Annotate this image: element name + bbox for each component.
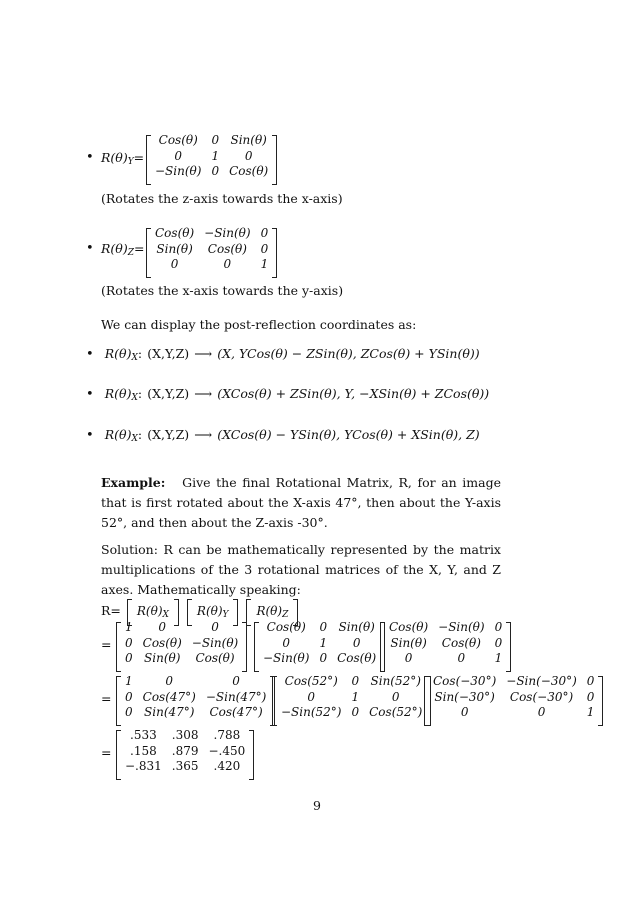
- rz-matrix-wrap: [150, 226, 273, 273]
- matrix-cell: Cos(θ): [389, 620, 429, 634]
- matrix-cell: .308: [171, 728, 199, 742]
- product-lead: R=: [101, 603, 121, 618]
- matrix-cell: Cos(θ): [337, 651, 377, 666]
- matrix-cell: Sin(θ): [156, 241, 193, 256]
- matrix-cell: Cos(θ): [195, 651, 235, 666]
- matrix-cell: .879: [171, 743, 199, 758]
- matrix-cell: 0: [125, 651, 133, 666]
- matrix-cell: Sin(−30°): [434, 689, 495, 704]
- matrix-cell: 0: [223, 257, 232, 272]
- mapping-arrow: ⟶: [194, 386, 213, 401]
- matrix-cell: .420: [213, 759, 241, 774]
- mapping-line-1: • $R(\theta)_X$: (X,Y,Z) ⟶ (X, YCos(θ) − ZSin(θ), ZCos(θ) + YSin(θ)): [86, 346, 480, 363]
- mapping-sub: X: [131, 393, 138, 403]
- matrix-cell: 0: [457, 651, 466, 666]
- num-my-wrap: [276, 674, 427, 721]
- matrix-cell: Sin(θ): [230, 133, 267, 147]
- matrix-cell: 0: [170, 257, 179, 272]
- num-mz-wrap: [428, 674, 599, 721]
- matrix-cell: 0: [282, 635, 291, 650]
- matrix-cell: Cos(52°): [284, 674, 338, 688]
- ry-matrix: [150, 133, 273, 180]
- matrix-cell: 0: [211, 620, 219, 634]
- matrix-cell: 0: [260, 241, 269, 256]
- matrix-cell: −Sin(52°): [281, 705, 342, 720]
- mapping-sub: X: [131, 434, 138, 444]
- matrix-cell: 0: [351, 674, 360, 688]
- eq-sign-2: =: [101, 691, 112, 706]
- mapping-arrow: ⟶: [194, 346, 213, 361]
- matrix-cell: Cos(θ): [266, 620, 306, 634]
- symbolic-z-matrix: [384, 620, 507, 667]
- numeric-y-matrix: [276, 674, 427, 721]
- factor-y: $R(\theta)_Y$: [185, 602, 241, 623]
- matrix-cell: Cos(θ): [155, 226, 195, 240]
- mapping-label: R(θ): [104, 346, 132, 361]
- matrix-cell: −Sin(47°): [205, 689, 267, 704]
- mapping-sub: X: [131, 353, 138, 363]
- bullet: •: [86, 347, 94, 362]
- bullet: •: [86, 428, 94, 443]
- matrix-cell: Sin(θ): [338, 620, 375, 634]
- matrix-cell: 0: [158, 620, 167, 634]
- matrix-cell: 0: [211, 164, 220, 179]
- mapping-line-3: • $R(\theta)_X$: (X,Y,Z) ⟶ (XCos(θ) − YSin(θ), YCos(θ) + XSin(θ), Z): [86, 427, 480, 444]
- matrix-cell: −Sin(−30°): [506, 674, 577, 688]
- example-label: Example:: [101, 475, 166, 490]
- matrix-cell: 0: [125, 689, 133, 704]
- matrix-cell: Cos(θ): [229, 164, 269, 179]
- matrix-cell: 0: [260, 226, 269, 240]
- matrix-cell: 0: [494, 635, 503, 650]
- matrix-cell: Cos(θ): [441, 635, 481, 650]
- mapping-xyz: (X,Y,Z): [147, 427, 190, 442]
- matrix-cell: 0: [125, 705, 133, 720]
- matrix-cell: Cos(θ): [142, 635, 182, 650]
- numeric-x-matrix: [120, 674, 271, 721]
- ry-note: (Rotates the z-axis towards the x-axis): [101, 191, 343, 206]
- mapping-label: R(θ): [104, 427, 132, 442]
- matrix-cell: 0: [537, 705, 546, 720]
- symbolic-y-matrix: [258, 620, 381, 667]
- matrix-cell: 0: [404, 651, 413, 666]
- matrix-cell: 0: [319, 651, 328, 666]
- mapping-result: (X, YCos(θ) − ZSin(θ), ZCos(θ) + YSin(θ)): [217, 346, 480, 361]
- matrix-cell: −Sin(θ): [204, 226, 251, 240]
- matrix-cell: Cos(θ): [158, 133, 198, 147]
- factor-z: $R(\theta)_Z$: [244, 602, 300, 623]
- sym-mz-wrap: [384, 620, 507, 667]
- factor-x: $R(\theta)_X$: [125, 602, 181, 623]
- numeric-z-matrix: [428, 674, 599, 721]
- matrix-cell: .533: [130, 728, 157, 742]
- matrix-cell: Sin(θ): [144, 651, 181, 666]
- example-paragraph: [101, 473, 501, 532]
- matrix-cell: −Sin(θ): [438, 620, 485, 634]
- mapping-arrow: ⟶: [194, 427, 213, 442]
- matrix-cell: Sin(θ): [390, 635, 427, 650]
- matrix-cell: 1: [211, 148, 220, 163]
- matrix-cell: −Sin(θ): [191, 635, 239, 650]
- matrix-cell: 0: [351, 705, 360, 720]
- matrix-cell: 0: [244, 148, 253, 163]
- rz-note: (Rotates the x-axis towards the y-axis): [101, 283, 344, 298]
- ry-label: $R(\theta)_Y=$: [101, 150, 145, 167]
- display-intro: We can display the post-reflection coordinates as:: [101, 317, 417, 332]
- num-mx-wrap: [120, 674, 271, 721]
- page-number: 9: [313, 798, 321, 813]
- sym-my-wrap: [258, 620, 381, 667]
- matrix-cell: 1: [125, 620, 133, 634]
- result-wrap: [120, 728, 250, 775]
- matrix-cell: 0: [494, 620, 503, 634]
- mapping-xyz: (X,Y,Z): [147, 346, 190, 361]
- matrix-cell: 0: [211, 133, 220, 147]
- matrix-cell: 0: [232, 674, 240, 688]
- ry-matrix-wrap: [150, 133, 273, 180]
- matrix-cell: −.831: [125, 759, 162, 774]
- matrix-cell: −Sin(θ): [263, 651, 310, 666]
- rz-matrix: [150, 226, 273, 273]
- matrix-cell: 1: [260, 257, 269, 272]
- bullet-ry: •: [86, 150, 94, 165]
- mapping-result: (XCos(θ) + ZSin(θ), Y, −XSin(θ) + ZCos(θ)): [217, 386, 490, 401]
- matrix-cell: .158: [130, 743, 157, 758]
- matrix-cell: −Sin(θ): [155, 164, 202, 179]
- matrix-cell: Cos(−30°): [433, 674, 497, 688]
- matrix-cell: 0: [125, 635, 133, 650]
- matrix-cell: 1: [125, 674, 133, 688]
- matrix-cell: 1: [319, 635, 328, 650]
- eq-sign-1: =: [101, 637, 112, 652]
- matrix-cell: 1: [494, 651, 503, 666]
- matrix-cell: 1: [351, 689, 360, 704]
- symbolic-x-matrix: [120, 620, 243, 667]
- matrix-cell: 0: [307, 689, 316, 704]
- matrix-cell: Cos(−30°): [509, 689, 574, 704]
- matrix-cell: 0: [586, 674, 595, 688]
- matrix-cell: .788: [213, 728, 241, 742]
- matrix-cell: Sin(52°): [370, 674, 421, 688]
- solution-paragraph: Solution: R can be mathematically represented by the matrix multiplications of the 3 rotational matrices of the X, Y, and Z axes. Mathematically speaking:: [101, 542, 501, 597]
- matrix-cell: 0: [586, 689, 595, 704]
- matrix-cell: 0: [174, 148, 183, 163]
- matrix-cell: −.450: [208, 743, 246, 758]
- matrix-cell: Cos(52°): [369, 705, 423, 720]
- matrix-cell: .365: [171, 759, 199, 774]
- bullet: •: [86, 387, 94, 402]
- example-text: Give the final Rotational Matrix, R, for an image that is first rotated about the X-axis 47°, then about the Y-axis 52°, and then about the Z-axis -30°.: [101, 475, 501, 530]
- bullet-rz: •: [86, 241, 94, 256]
- matrix-cell: 1: [586, 705, 595, 720]
- matrix-cell: Cos(47°): [142, 689, 196, 704]
- matrix-cell: Sin(47°): [144, 705, 195, 720]
- rz-label: $R(\theta)_Z=$: [101, 241, 145, 258]
- matrix-cell: Cos(47°): [209, 705, 263, 720]
- mapping-xyz: (X,Y,Z): [147, 386, 190, 401]
- mapping-label: R(θ): [104, 386, 132, 401]
- mapping-result: (XCos(θ) − YSin(θ), YCos(θ) + XSin(θ), Z): [217, 427, 480, 442]
- matrix-cell: 0: [391, 689, 400, 704]
- matrix-cell: 0: [352, 635, 361, 650]
- eq-sign-3: =: [101, 745, 112, 760]
- matrix-cell: 0: [165, 674, 174, 688]
- matrix-cell: Cos(θ): [207, 241, 247, 256]
- matrix-cell: 0: [460, 705, 469, 720]
- result-matrix: [120, 728, 250, 775]
- matrix-cell: 0: [319, 620, 328, 634]
- mapping-line-2: • $R(\theta)_X$: (X,Y,Z) ⟶ (XCos(θ) + ZSin(θ), Y, −XSin(θ) + ZCos(θ)): [86, 386, 490, 403]
- sym-mx-wrap: [120, 620, 243, 667]
